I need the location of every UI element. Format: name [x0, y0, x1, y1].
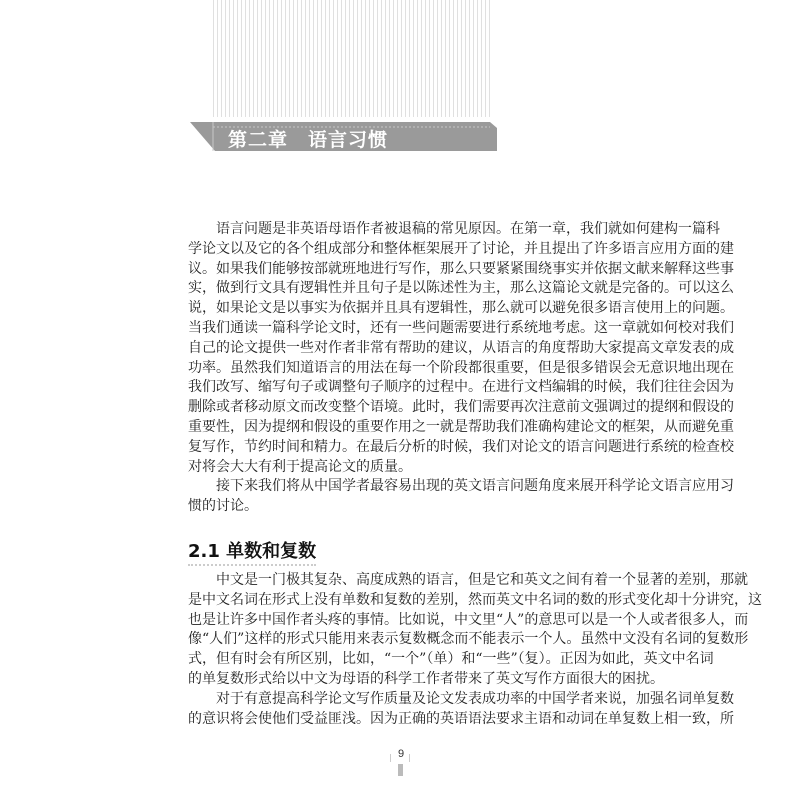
decorative-dot-pattern	[213, 0, 491, 117]
page-number: 9	[397, 748, 405, 760]
text-line: 重要性，因为提纲和假设的重要作用之一就是帮助我们准确构建论文的框架，从而避免重	[188, 418, 734, 435]
section-heading: 2.1 单数和复数	[188, 537, 316, 566]
text-line: 删除或者移动原文而改变整个语境。此时，我们需要再次注意前文强调过的提纲和假设的	[188, 399, 734, 416]
text-line: 说，如果论文是以事实为依据并且具有逻辑性，那么就可以避免很多语言使用上的问题。	[188, 300, 734, 317]
text-line: 对于有意提高科学论文写作质量及论文发表成功率的中国学者来说，加强名词单复数	[216, 690, 734, 707]
section-text	[188, 571, 762, 729]
text-line: 学论文以及它的各个组成部分和整体框架展开了讨论，并且提出了许多语言应用方面的建	[188, 240, 734, 257]
text-line: 自己的论文提供一些对作者非常有帮助的建议，从语言的角度帮助大家提高文章发表的成	[188, 339, 734, 356]
text-line: 我们改写、缩写句子或调整句子顺序的过程中。在进行文档编辑的时候，我们往往会因为	[188, 379, 734, 396]
text-line: 功率。虽然我们知道语言的用法在每一个阶段都很重要，但是很多错误会无意识地出现在	[188, 359, 734, 376]
text-line: 实，做到行文具有逻辑性并且句子是以陈述性为主，那么这篇论文就是完备的。可以这么	[188, 280, 734, 297]
text-line: 的意识将会使他们受益匪浅。因为正确的英语语法要求主语和动词在单复数上相一致，所	[188, 710, 734, 727]
text-line: 也是让许多中国作者头疼的事情。比如说，中文里“人”的意思可以是一个人或者很多人，而	[188, 611, 749, 628]
page-number-bar	[398, 764, 403, 776]
text-line: 议。如果我们能够按部就班地进行写作，那么只要紧紧围绕事实并依据文献来解释这些事	[188, 260, 734, 277]
text-line: 语言问题是非英语母语作者被退稿的常见原因。在第一章，我们就如何建构一篇科	[216, 221, 720, 237]
text-line: 对将会大大有利于提高论文的质量。	[188, 458, 412, 475]
text-line: 像“人们”这样的形式只能用来表示复数概念而不能表示一个人。虽然中文没有名词的复数形	[188, 631, 749, 648]
text-line: 是中文名词在形式上没有单数和复数的差别，然而英文中名词的数的形式变化却十分讲究，这	[188, 591, 762, 608]
text-line: 接下来我们将从中国学者最容易出现的英文语言问题角度来展开科学论文语言应用习	[216, 478, 734, 495]
text-line: 式，但有时会有所区别，比如，“一个”（单）和“一些”（复）。正因为如此，英文中名词	[188, 651, 714, 668]
text-line: 的单复数形式给以中文为母语的科学工作者带来了英文写作方面很大的困扰。	[188, 670, 664, 687]
chapter-title: 第二章 语言习惯	[228, 129, 389, 151]
intro-text	[188, 220, 734, 517]
text-line: 当我们通读一篇科学论文时，还有一些问题需要进行系统地考虑。这一章就如何校对我们	[188, 319, 734, 336]
chapter-banner	[190, 122, 497, 151]
text-line: 惯的讨论。	[188, 498, 258, 515]
text-line: 复写作，节约时间和精力。在最后分析的时候，我们对论文的语言问题进行系统的检查校	[188, 438, 734, 455]
text-line: 中文是一门极其复杂、高度成熟的语言，但是它和英文之间有着一个显著的差别，那就	[216, 572, 748, 588]
